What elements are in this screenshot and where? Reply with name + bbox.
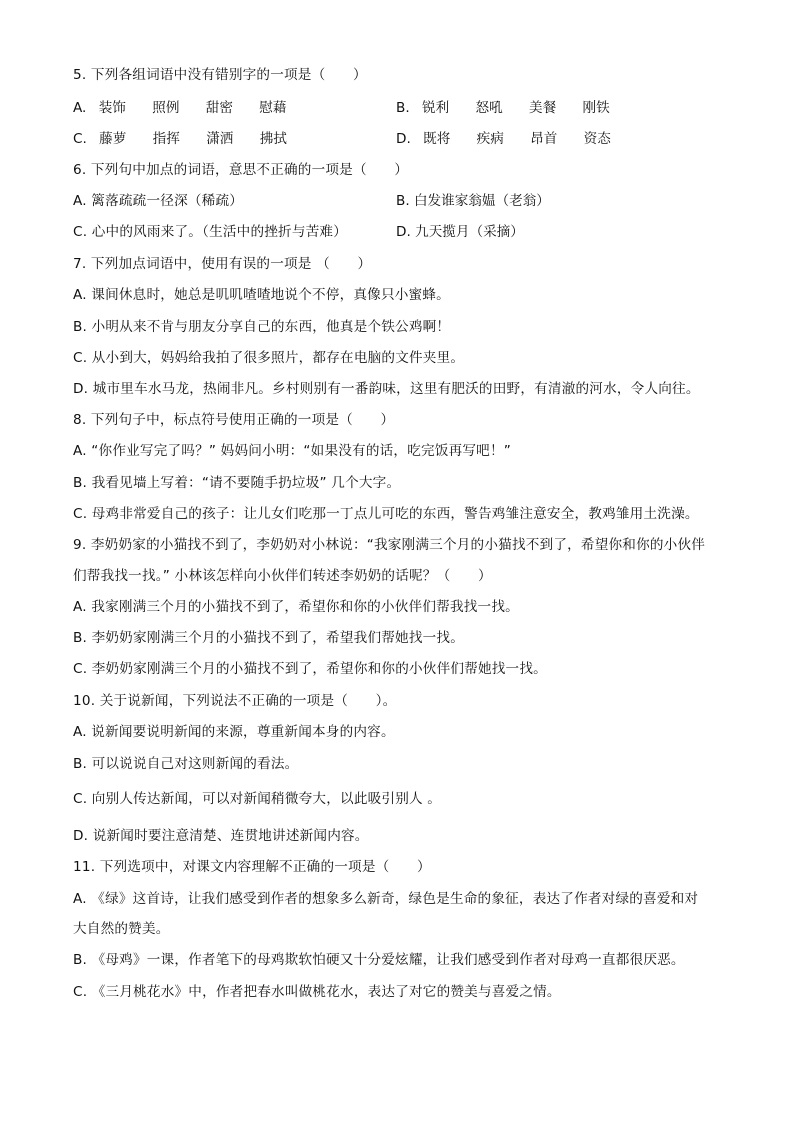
q11-option-a-line-1: A. 《绿》这首诗，让我们感受到作者的想象多么新奇，绿色是生命的象征，表达了作者对绿的喜爱和对 bbox=[73, 891, 699, 907]
q8-stem: 8. 下列句子中，标点符号使用正确的一项是（ ） bbox=[73, 412, 395, 428]
q5-a-label: A. bbox=[73, 100, 87, 116]
q5-c-word-4: 拂拭 bbox=[259, 131, 287, 147]
q5-d-word-4: 资态 bbox=[583, 131, 611, 147]
q5-d-word-3: 昂首 bbox=[530, 131, 558, 147]
q11-option-a-line-2: 大自然的赞美。 bbox=[73, 921, 170, 937]
q5-c-word-1: 藤萝 bbox=[99, 131, 127, 147]
q5-option-b bbox=[396, 99, 610, 117]
q5-b-word-2: 怒吼 bbox=[475, 100, 503, 116]
q9-option-b: B. 李奶奶家刚满三个月的小猫找不到了，希望我们帮她找一找。 bbox=[73, 630, 464, 646]
q7-option-d: D. 城市里车水马龙，热闹非凡。乡村则别有一番韵味，这里有肥沃的田野，有清澈的河水，令人向往。 bbox=[73, 381, 700, 397]
q9-stem-line-2: 们帮我找一找。” 小林该怎样向小伙伴们转述李奶奶的话呢？（ ） bbox=[73, 568, 492, 584]
q7-option-b: B. 小明从来不肯与朋友分享自己的东西，他真是个铁公鸡啊！ bbox=[73, 319, 451, 335]
q10-option-c: C. 向别人传达新闻，可以对新闻稍微夸大，以此吸引别人 。 bbox=[73, 791, 442, 807]
q9-stem-line-1: 9. 李奶奶家的小猫找不到了，李奶奶对小林说：“我家刚满三个月的小猫找不到了，希望你和你的小伙伴 bbox=[73, 537, 706, 553]
q7-option-c: C. 从小到大，妈妈给我拍了很多照片，都存在电脑的文件夹里。 bbox=[73, 350, 465, 366]
q6-option-d: D. 九天揽月（采摘） bbox=[396, 224, 524, 240]
q5-option-d bbox=[396, 130, 611, 148]
q7-option-a: A. 课间休息时，她总是叽叽喳喳地说个不停，真像只小蜜蜂。 bbox=[73, 287, 450, 303]
q8-option-b: B. 我看见墙上写着：“请不要随手扔垃圾” 几个大字。 bbox=[73, 475, 401, 491]
q6-stem: 6. 下列句中加点的词语，意思不正确的一项是（ ） bbox=[73, 162, 409, 178]
q5-option-c bbox=[73, 130, 309, 148]
q10-option-a: A. 说新闻要说明新闻的来源，尊重新闻本身的内容。 bbox=[73, 724, 395, 740]
q5-b-label: B. bbox=[396, 100, 410, 116]
q5-d-word-1: 既将 bbox=[423, 131, 451, 147]
q6-option-a: A. 篱落疏疏一径深（稀疏） bbox=[73, 193, 244, 209]
q11-stem: 11. 下列选项中，对课文内容理解不正确的一项是（ ） bbox=[73, 859, 431, 875]
q5-b-word-3: 美餐 bbox=[529, 100, 557, 116]
q11-option-b: B. 《母鸡》一课，作者笔下的母鸡欺软怕硬又十分爱炫耀，让我们感受到作者对母鸡一直都很厌恶。 bbox=[73, 952, 685, 968]
q5-c-label: C. bbox=[73, 131, 87, 147]
q7-stem: 7. 下列加点词语中，使用有误的一项是 （ ） bbox=[73, 256, 372, 272]
q5-d-label: D. bbox=[396, 131, 411, 147]
q6-option-b: B. 白发谁家翁媪（老翁） bbox=[396, 193, 550, 209]
q5-b-word-1: 锐利 bbox=[421, 100, 450, 116]
q5-a-word-1: 装饰 bbox=[98, 100, 126, 116]
q11-option-c: C. 《三月桃花水》中，作者把春水叫做桃花水，表达了对它的赞美与喜爱之情。 bbox=[73, 984, 561, 1000]
q10-option-d: D. 说新闻时要注意清楚、连贯地讲述新闻内容。 bbox=[73, 828, 369, 844]
q10-option-b: B. 可以说说自己对这则新闻的看法。 bbox=[73, 756, 299, 772]
q8-option-c: C. 母鸡非常爱自己的孩子：让儿女们吃那一丁点儿可吃的东西，警告鸡雏注意安全，教鸡雏用土洗澡。 bbox=[73, 506, 699, 522]
q5-b-word-4: 刚铁 bbox=[582, 100, 610, 116]
q5-a-word-3: 甜密 bbox=[205, 100, 233, 116]
q9-option-c: C. 李奶奶家刚满三个月的小猫找不到了，希望你和你的小伙伴们帮她找一找。 bbox=[73, 661, 547, 677]
q9-option-a: A. 我家刚满三个月的小猫找不到了，希望你和你的小伙伴们帮我找一找。 bbox=[73, 599, 519, 615]
q5-a-word-2: 照例 bbox=[152, 100, 180, 116]
q5-d-word-2: 疾病 bbox=[476, 131, 504, 147]
q5-option-a bbox=[73, 99, 308, 117]
q5-c-word-2: 指挥 bbox=[152, 131, 180, 147]
q5-a-word-4: 慰藉 bbox=[259, 100, 287, 116]
q6-option-c: C. 心中的风雨来了。（生活中的挫折与苦难） bbox=[73, 224, 348, 240]
q5-stem: 5. 下列各组词语中没有错别字的一项是（ ） bbox=[73, 67, 367, 83]
q8-option-a: A. “你作业写完了吗？” 妈妈问小明：“如果没有的话，吃完饭再写吧！” bbox=[73, 443, 512, 459]
q10-stem: 10. 关于说新闻，下列说法不正确的一项是（ ）。 bbox=[73, 693, 397, 709]
q5-c-word-3: 潇洒 bbox=[206, 131, 234, 147]
